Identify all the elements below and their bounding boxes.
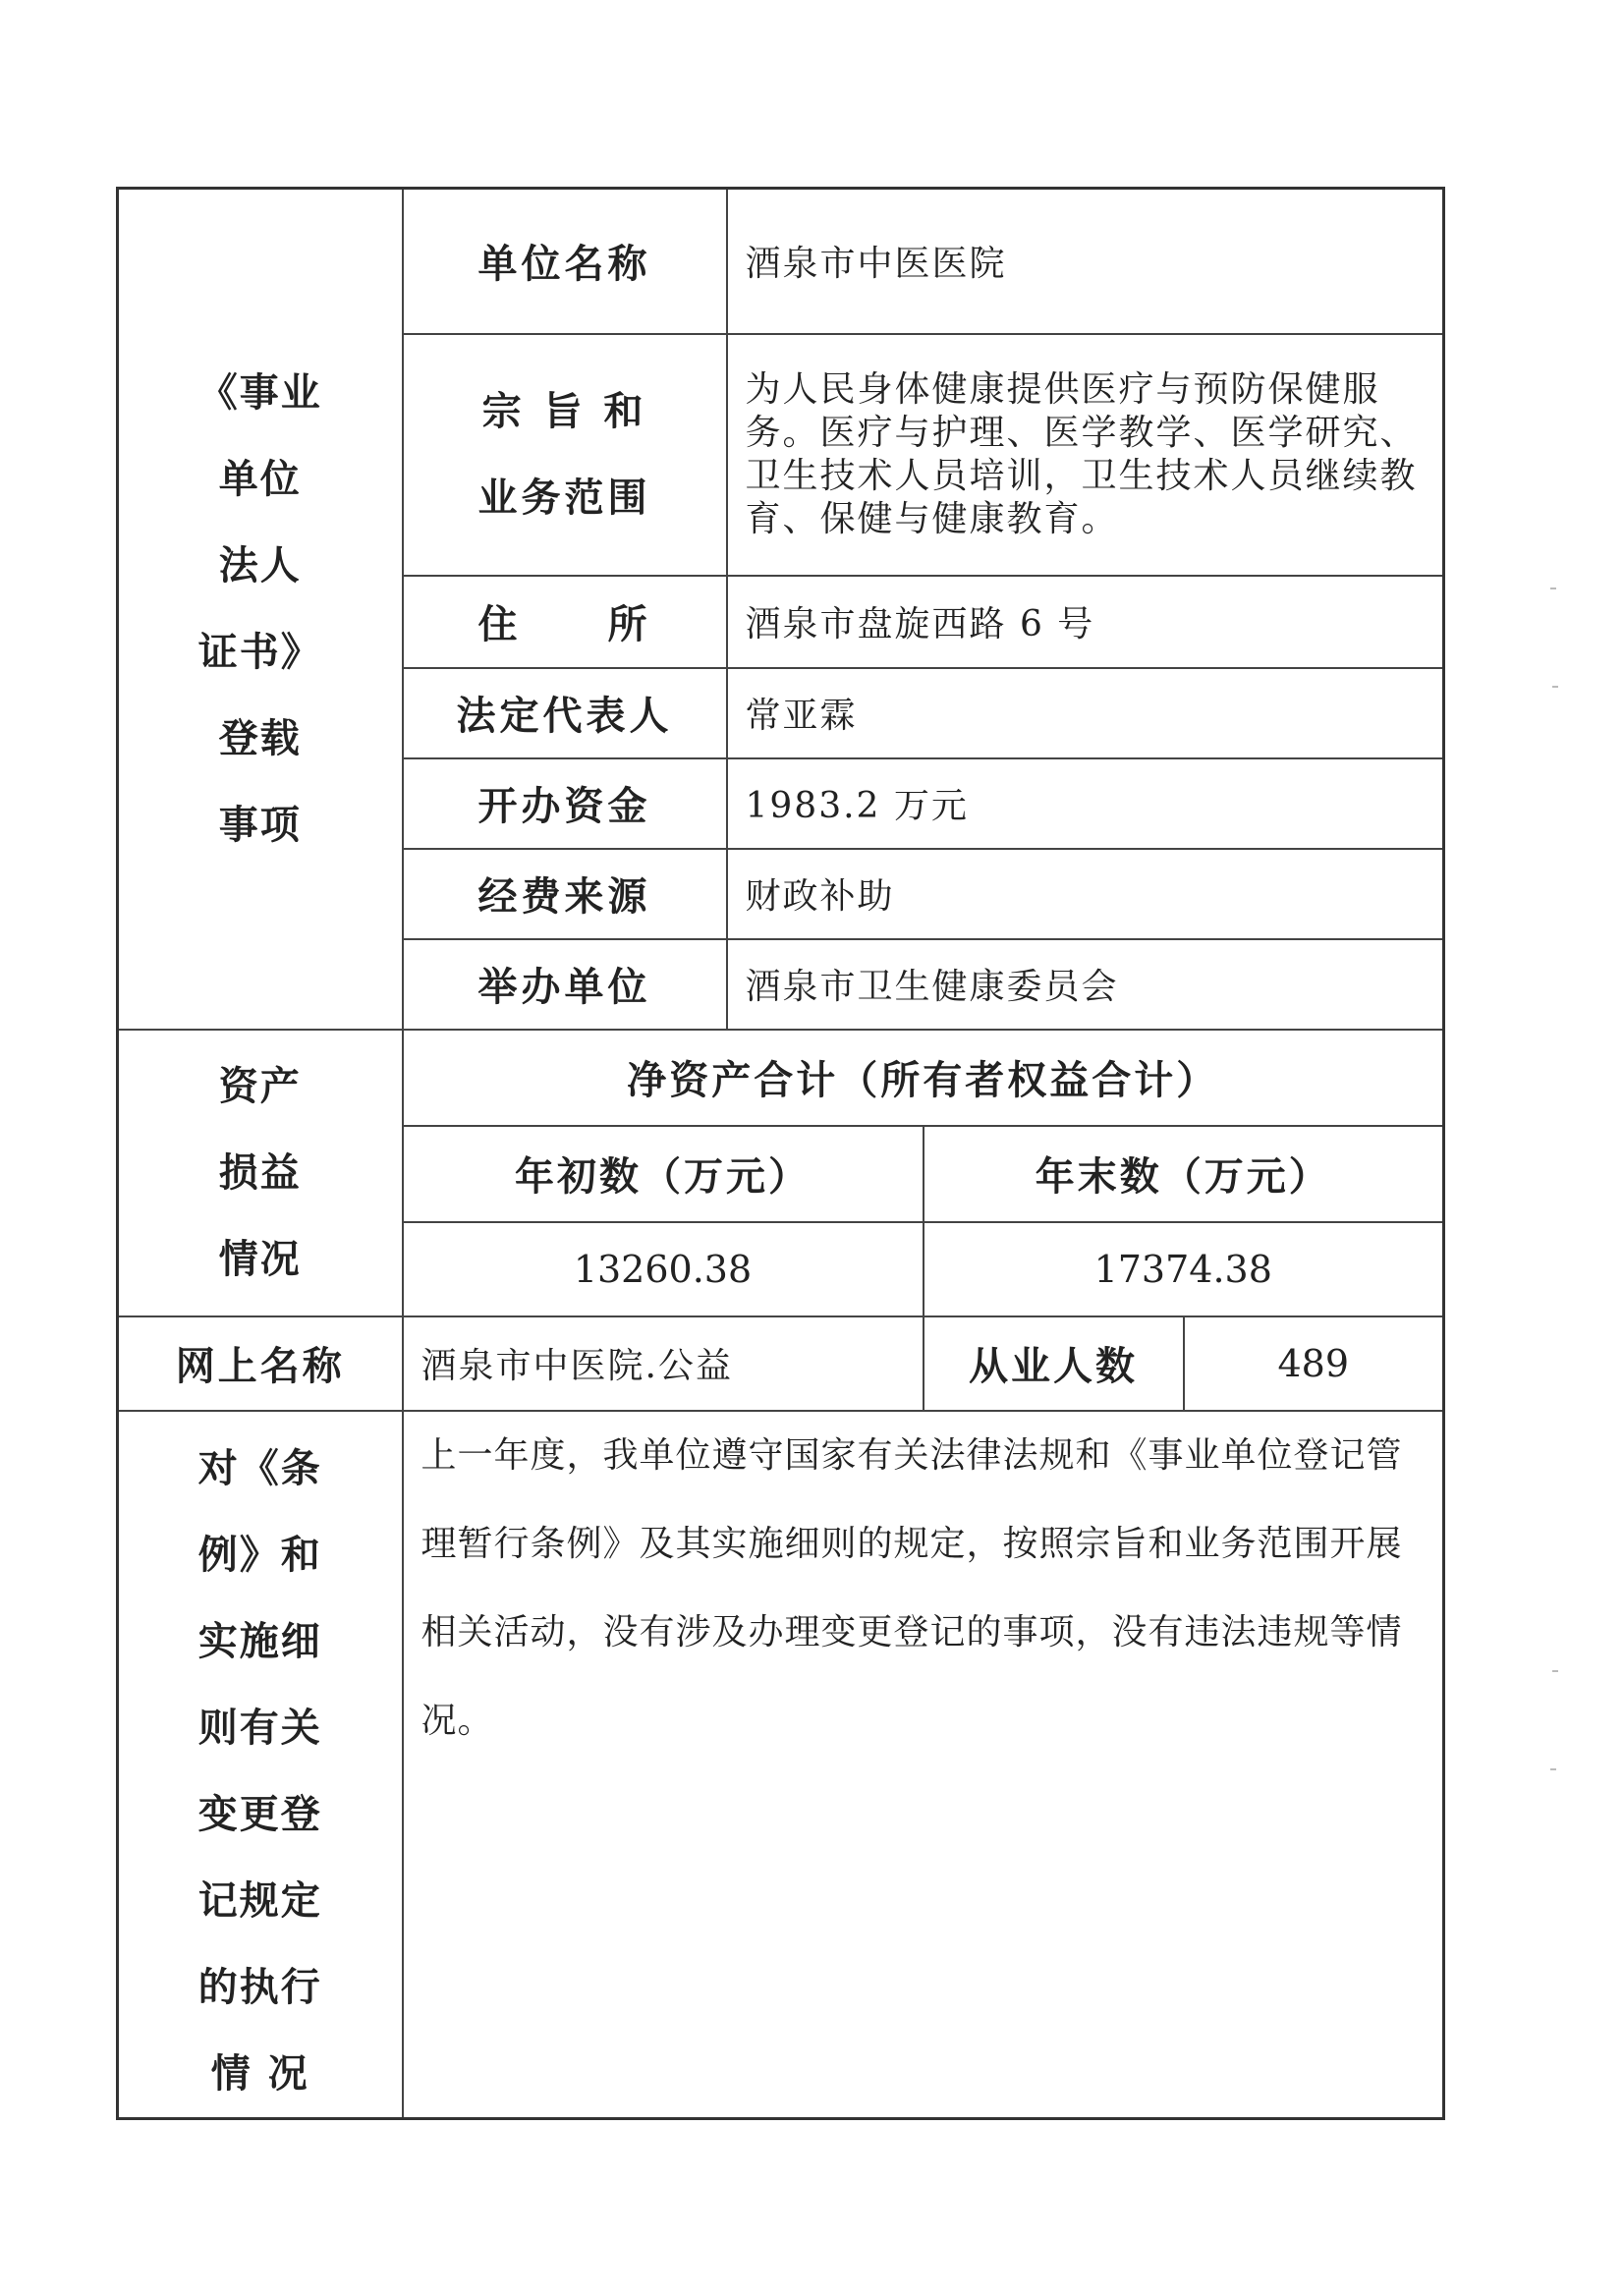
online-name-label: 网上名称: [118, 1316, 403, 1411]
execution-section-label: 对《条 例》和 实施细 则有关 变更登 记规定 的执行 情 况: [118, 1411, 403, 2119]
sponsor-value: 酒泉市卫生健康委员会: [727, 939, 1444, 1030]
address-label: 住 所: [403, 576, 727, 668]
end-year-value: 17374.38: [924, 1222, 1444, 1316]
end-year-header: 年末数（万元）: [924, 1126, 1444, 1222]
scan-mark: [1552, 1670, 1558, 1672]
execution-text: 上一年度，我单位遵守国家有关法律法规和《事业单位登记管理暂行条例》及其实施细则的规定，按照宗旨和业务范围开展相关活动，没有涉及办理变更登记的事项，没有违法违规等情况。: [403, 1411, 1444, 2119]
funds-value: 1983.2 万元: [727, 758, 1444, 849]
assets-section-label: 资产 损益 情况: [118, 1030, 403, 1316]
legal-rep-label: 法定代表人: [403, 668, 727, 758]
address-value: 酒泉市盘旋西路 6 号: [727, 576, 1444, 668]
scan-mark: [1550, 588, 1556, 589]
legal-rep-value: 常亚霖: [727, 668, 1444, 758]
online-name-value: 酒泉市中医院.公益: [403, 1316, 924, 1411]
unit-name-value: 酒泉市中医医院: [727, 189, 1444, 334]
scan-mark: [1550, 1768, 1556, 1770]
begin-year-header: 年初数（万元）: [403, 1126, 924, 1222]
begin-year-value: 13260.38: [403, 1222, 924, 1316]
annual-report-form: [116, 187, 1445, 2120]
registration-section-label: 《事业 单位 法人 证书》 登载 事项: [118, 189, 403, 1030]
scan-mark: [1552, 686, 1558, 688]
source-label: 经费来源: [403, 849, 727, 939]
net-assets-header: 净资产合计（所有者权益合计）: [403, 1030, 1444, 1126]
staff-count-value: 489: [1184, 1316, 1444, 1411]
unit-name-label: 单位名称: [403, 189, 727, 334]
source-value: 财政补助: [727, 849, 1444, 939]
sponsor-label: 举办单位: [403, 939, 727, 1030]
funds-label: 开办资金: [403, 758, 727, 849]
purpose-value: 为人民身体健康提供医疗与预防保健服务。医疗与护理、医学教学、医学研究、卫生技术人员培训，卫生技术人员继续教育、保健与健康教育。: [727, 334, 1444, 576]
purpose-label: 宗 旨 和 业务范围: [403, 334, 727, 576]
staff-count-label: 从业人数: [924, 1316, 1184, 1411]
